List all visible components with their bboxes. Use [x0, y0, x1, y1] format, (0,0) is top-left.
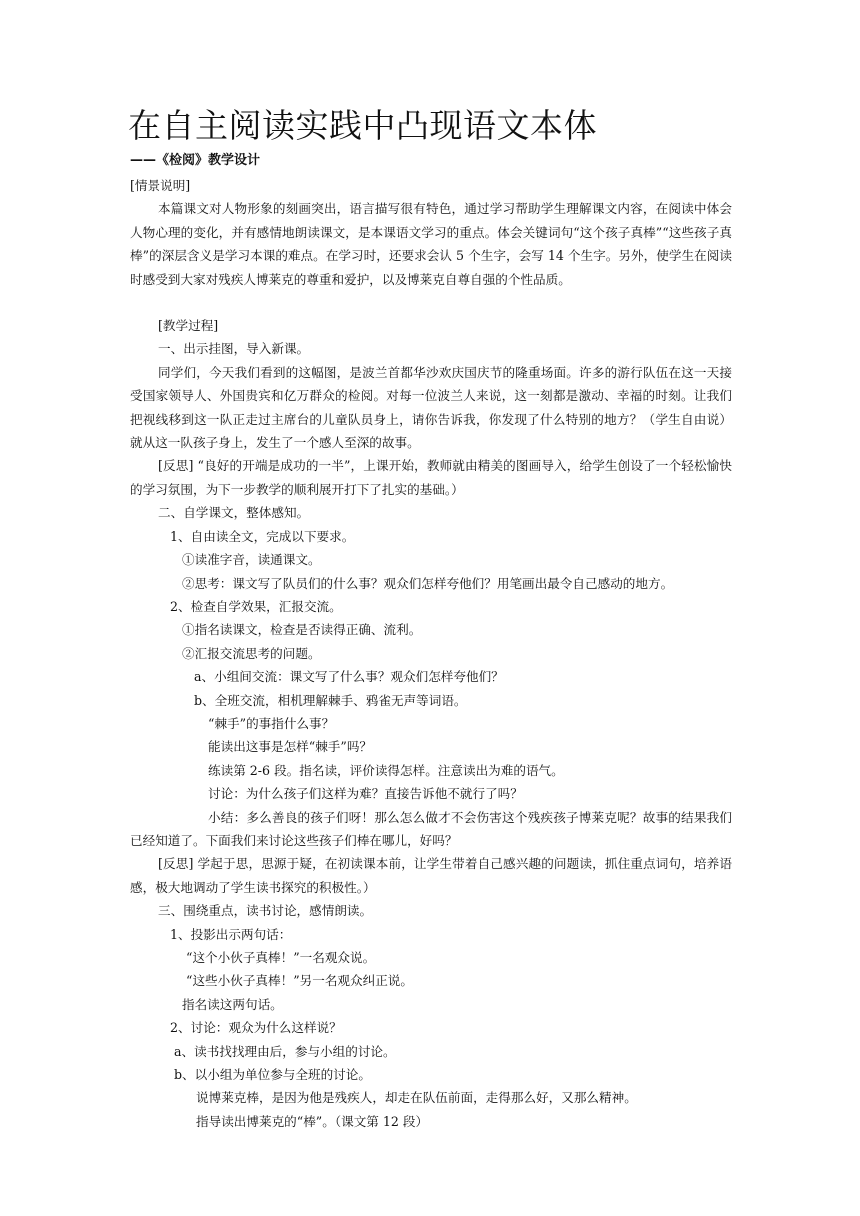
- document-title: 在自主阅读实践中凸现语文本体: [128, 106, 597, 145]
- body-line: 二、自学课文，整体感知。: [158, 505, 310, 521]
- body-line: [反思] 学起于思，思源于疑，在初读课本前，让学生带着自己感兴趣的问题读，抓住重点词句，培养语感，极大地调动了学生读书探究的积极性。）: [130, 856, 732, 895]
- body-line: 1、自由读全文，完成以下要求。: [170, 528, 355, 544]
- body-line: 能读出这事是怎样“棘手”吗？: [208, 739, 373, 755]
- body-line: ②思考：课文写了队员们的什么事？观众们怎样夸他们？用笔画出最令自己感动的地方。: [182, 575, 674, 591]
- body-line: a、小组间交流：课文写了什么事？观众们怎样夸他们？: [194, 669, 504, 685]
- body-line: a、读书找找理由后，参与小组的讨论。: [174, 1043, 396, 1059]
- body-line: ①指名读课文，检查是否读得正确、流利。: [182, 622, 422, 638]
- process-heading: [教学过程]: [158, 318, 219, 334]
- body-line: 小结：多么善良的孩子们呀！那么怎么做才不会伤害这个残疾孩子博莱克呢？故事的结果我们已经知道了。下面我们来讨论这些孩子们棒在哪儿，好吗？: [130, 809, 732, 848]
- body-line: “棘手”的事指什么事？: [208, 715, 335, 731]
- body-line: 1、投影出示两句话：: [170, 926, 292, 942]
- body-line: 2、检查自学效果，汇报交流。: [170, 598, 342, 614]
- body-line: b、以小组为单位参与全班的讨论。: [174, 1067, 371, 1083]
- body-line: 讨论：为什么孩子们这样为难？直接告诉他不就行了吗？: [208, 786, 523, 802]
- situation-heading: [情景说明]: [130, 178, 191, 193]
- body-line: [反思] “良好的开端是成功的一半”，上课开始，教师就由精美的图画导入，给学生创设了一个轻松愉快的学习氛围，为下一步教学的顺利展开打下了扎实的基础。）: [130, 458, 732, 497]
- body-line: 2、讨论：观众为什么这样说？: [170, 1020, 342, 1036]
- body-line: 同学们，今天我们看到的这幅图，是波兰首都华沙欢庆国庆节的隆重场面。许多的游行队伍在这一天接受国家领导人、外国贵宾和亿万群众的检阅。对每一位波兰人来说，这一刻都是激动、幸福的时刻。让我们把视线移到这一队正走过主席台的儿童队员身上，请你告诉我，你发现了什么特别的地方？（学生自由说）就从这一队孩子身上，发生了一个感人至深的故事。: [130, 364, 732, 451]
- document-body: [130, 174, 732, 1133]
- body-line: 指导读出博莱克的“棒”。（课文第 12 段）: [196, 1113, 429, 1129]
- paragraph-gap: [130, 291, 732, 314]
- document-subtitle: ——《检阅》教学设计: [130, 153, 261, 168]
- body-line: 指名读这两句话。: [182, 996, 283, 1012]
- body-line: 练读第 2-6 段。指名读，评价读得怎样。注意读出为难的语气。: [208, 762, 564, 778]
- body-line: 一、出示挂图，导入新课。: [158, 341, 310, 357]
- body-line: 三、围绕重点，读书讨论，感情朗读。: [158, 903, 373, 919]
- body-line: b、全班交流，相机理解棘手、鸦雀无声等词语。: [194, 692, 467, 708]
- body-line: ①读准字音，读通课文。: [182, 552, 321, 568]
- teaching-process: [130, 337, 732, 1133]
- situation-paragraph: 本篇课文对人物形象的刻画突出，语言描写很有特色，通过学习帮助学生理解课文内容，在阅读中体会人物心理的变化，并有感情地朗读课文，是本课语文学习的重点。体会关键词句“这个孩子真棒”“这些孩子真棒”的深层含义是学习本课的难点。在学习时，还要求会认 5 个生字，会写 14 个生字。另外，使学生在阅读时感受到大家对残疾人博莱克的尊重和爱护，以及博莱克自尊自强的个性品质。: [130, 201, 732, 287]
- body-line: 说博莱克棒，是因为他是残疾人，却走在队伍前面，走得那么好，又那么精神。: [196, 1090, 637, 1106]
- body-line: “这个小伙子真棒！”一名观众说。: [186, 950, 376, 965]
- body-line: ②汇报交流思考的问题。: [182, 645, 321, 661]
- body-line: “这些小伙子真棒！”另一名观众纠正说。: [186, 973, 413, 989]
